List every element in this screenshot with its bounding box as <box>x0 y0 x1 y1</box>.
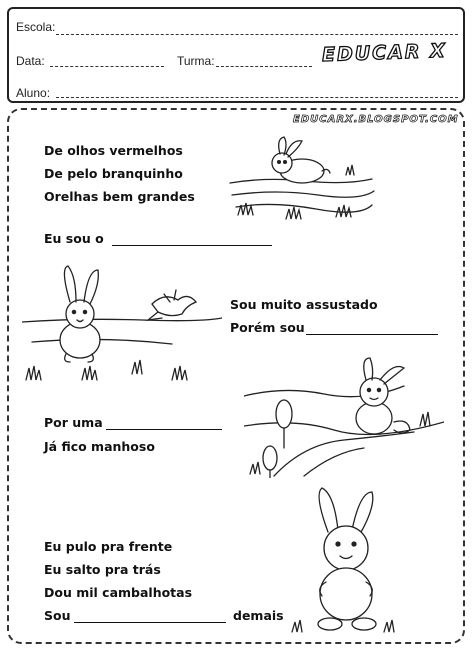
verse-line-12: Sou <box>44 608 71 623</box>
verse-line-5: Sou muito assustado <box>230 297 378 312</box>
turma-label: Turma: <box>177 54 215 68</box>
aluno-label: Aluno: <box>16 86 51 100</box>
escola-field[interactable] <box>56 34 458 35</box>
verse-line-8: Já fico manhoso <box>44 439 155 454</box>
blog-url: EDUCARX.BLOGSPOT.COM <box>293 114 459 125</box>
escola-label: Escola: <box>16 20 56 34</box>
verse-line-9: Eu pulo pra frente <box>44 539 173 554</box>
answer-blank-1[interactable] <box>112 245 272 246</box>
data-label: Data: <box>16 54 45 68</box>
verse-line-7: Por uma <box>44 415 103 430</box>
answer-blank-3[interactable] <box>106 429 222 430</box>
answer-blank-4[interactable] <box>74 622 226 623</box>
rabbit-by-path-icon <box>244 356 444 478</box>
aluno-field[interactable] <box>56 97 458 98</box>
turma-field[interactable] <box>216 66 312 67</box>
verse-line-1: De olhos vermelhos <box>44 143 183 158</box>
verse-line-12-end: demais <box>233 608 284 623</box>
standing-rabbit-icon <box>288 486 406 634</box>
answer-blank-2[interactable] <box>306 334 438 335</box>
rabbit-lying-in-grass-icon <box>226 135 376 227</box>
verse-line-10: Eu salto pra trás <box>44 562 161 577</box>
verse-line-2: De pelo branquinho <box>44 166 183 181</box>
verse-line-3: Orelhas bem grandes <box>44 189 195 204</box>
brand-logo: EDUCAR X <box>321 39 448 67</box>
verse-line-6: Porém sou <box>230 320 305 335</box>
verse-line-4: Eu sou o <box>44 231 104 246</box>
rabbit-and-bird-icon <box>22 262 222 384</box>
verse-line-11: Dou mil cambalhotas <box>44 585 193 600</box>
data-field[interactable] <box>50 66 164 67</box>
